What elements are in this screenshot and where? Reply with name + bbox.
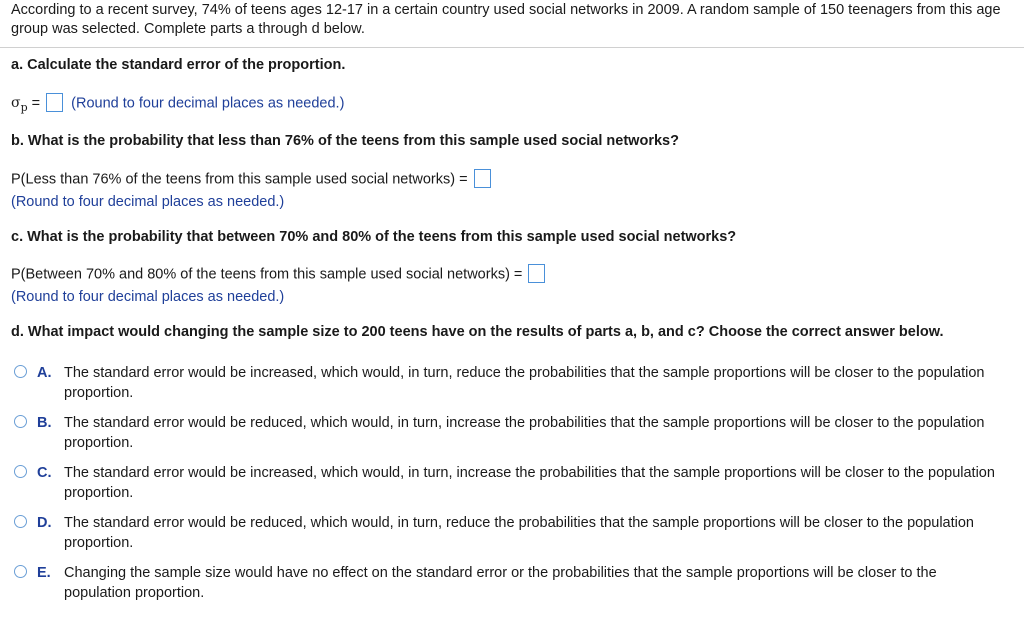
part-b-expression: P(Less than 76% of the teens from this sample used social networks) = (11, 171, 468, 188)
choice-c-letter: C. (37, 465, 52, 481)
part-a-rounding-hint: (Round to four decimal places as needed.) (71, 95, 345, 112)
part-d-question (11, 323, 944, 342)
choice-b-radio[interactable] (14, 415, 27, 428)
part-a-question-text: a. Calculate the standard error of the proportion. (11, 57, 346, 73)
part-b-rounding-hint: (Round to four decimal places as needed.) (11, 194, 285, 210)
choice-b-text: The standard error would be reduced, which would, in turn, increase the probabilities that the sample proportions will be closer to the population proportion. (64, 415, 985, 451)
choice-a-letter: A. (37, 365, 52, 381)
choice-d-text: The standard error would be reduced, which would, in turn, reduce the probabilities that the sample proportions will be closer to the population proportion. (64, 515, 974, 551)
part-b-answer-row (11, 170, 495, 189)
choice-e-text: Changing the sample size would have no effect on the standard error or the probabilities that the sample proportions will be closer to the population proportion. (64, 565, 937, 601)
choice-d-letter: D. (37, 515, 52, 531)
probability-less-than-76-input[interactable] (474, 169, 491, 188)
choice-b-letter: B. (37, 415, 52, 431)
part-a-question (11, 56, 345, 75)
sigma-p-symbol (11, 95, 28, 115)
part-c-answer-row (11, 265, 549, 284)
part-a-answer-row (11, 94, 344, 117)
choice-c-text: The standard error would be increased, which would, in turn, increase the probabilities that the sample proportions will be closer to the population proportion. (64, 465, 995, 501)
sigma-glyph: σ (11, 95, 21, 112)
part-b-question-text: b. What is the probability that less than 76% of the teens from this sample used social networks? (11, 133, 679, 149)
divider (0, 47, 1024, 48)
part-b-question (11, 132, 679, 151)
equals-sign: = (31, 95, 41, 112)
part-c-rounding-hint: (Round to four decimal places as needed.) (11, 289, 285, 305)
part-c-expression: P(Between 70% and 80% of the teens from this sample used social networks) = (11, 266, 523, 283)
part-d-question-text: d. What impact would changing the sample size to 200 teens have on the results of parts a, b, and c? Choose the correct answer below. (11, 324, 944, 340)
choice-c-radio[interactable] (14, 465, 27, 478)
choice-e-radio[interactable] (14, 565, 27, 578)
choice-e-letter: E. (37, 565, 51, 581)
problem-intro: According to a recent survey, 74% of teens ages 12-17 in a certain country used social networks in 2009. A random sample of 150 teenagers from this age group was selected. Complete parts a through d below. (11, 2, 1001, 37)
probability-between-70-80-input[interactable] (528, 264, 545, 283)
part-c-question (11, 228, 736, 247)
choice-d-radio[interactable] (14, 515, 27, 528)
sigma-subscript: p (20, 101, 28, 115)
choice-a-text: The standard error would be increased, which would, in turn, reduce the probabilities that the sample proportions will be closer to the population proportion. (64, 365, 985, 401)
choice-a-radio[interactable] (14, 365, 27, 378)
part-c-question-text: c. What is the probability that between 70% and 80% of the teens from this sample used social networks? (11, 229, 737, 245)
standard-error-input[interactable] (46, 93, 63, 112)
